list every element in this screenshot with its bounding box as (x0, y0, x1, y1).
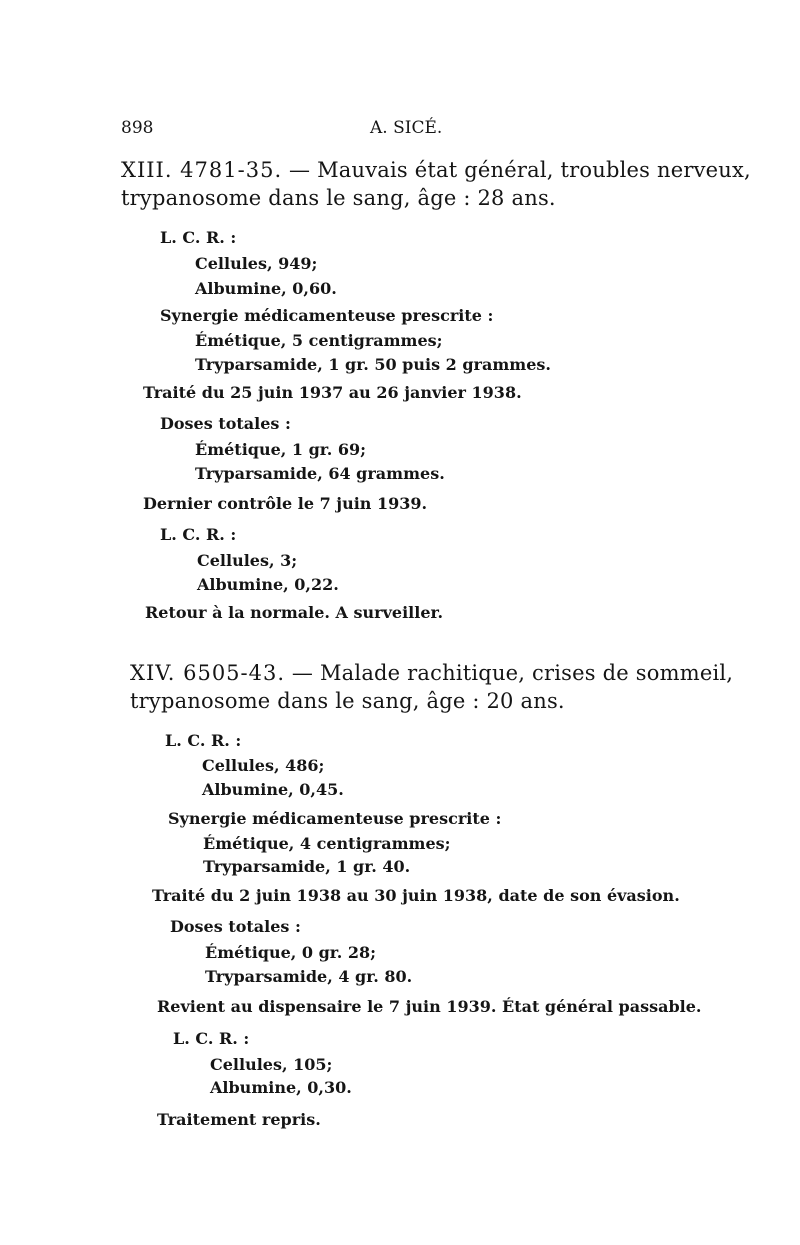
case-14-albumine2: Albumine, 0,30. (210, 1078, 352, 1097)
case-14-dose-emetique: Émétique, 0 gr. 28; (205, 943, 377, 962)
case-14-heading-line2: trypanosome dans le sang, âge : 20 ans. (130, 689, 565, 713)
case-13-cellules: Cellules, 949; (195, 254, 318, 273)
case-13-doses-label: Doses totales : (160, 414, 291, 433)
case-13-lcr2-label: L. C. R. : (160, 525, 237, 544)
case-14-synergie-label: Synergie médicamenteuse prescrite : (168, 809, 502, 828)
case-14-conclusion: Traitement repris. (157, 1110, 321, 1129)
case-14-tryparsamide: Tryparsamide, 1 gr. 40. (203, 857, 411, 876)
case-13-lcr-label: L. C. R. : (160, 228, 237, 247)
case-14-emetique: Émétique, 4 centigrammes; (203, 834, 451, 853)
case-14-title: — Malade rachitique, crises de sommeil, (285, 661, 734, 685)
case-13-dernier-controle: Dernier contrôle le 7 juin 1939. (143, 494, 428, 513)
case-13-dose-tryparsamide: Tryparsamide, 64 grammes. (195, 464, 445, 483)
case-14-doses-label: Doses totales : (170, 917, 301, 936)
case-13-dose-emetique: Émétique, 1 gr. 69; (195, 440, 367, 459)
case-14-cellules2: Cellules, 105; (210, 1055, 333, 1074)
case-14-albumine: Albumine, 0,45. (202, 780, 344, 799)
case-13-heading-line2: trypanosome dans le sang, âge : 28 ans. (121, 186, 556, 210)
case-13-albumine: Albumine, 0,60. (195, 279, 337, 298)
case-13-heading (121, 158, 751, 182)
case-13-emetique: Émétique, 5 centigrammes; (195, 331, 443, 350)
case-13-albumine2: Albumine, 0,22. (197, 575, 339, 594)
case-13-synergie-label: Synergie médicamenteuse prescrite : (160, 306, 494, 325)
case-13-traite: Traité du 25 juin 1937 au 26 janvier 1938. (143, 383, 522, 402)
running-head: A. SICÉ. (370, 118, 443, 138)
case-14-number: XIV. 6505-43. (130, 661, 286, 685)
case-14-lcr-label: L. C. R. : (165, 731, 242, 750)
case-14-traite: Traité du 2 juin 1938 au 30 juin 1938, date de son évasion. (152, 886, 680, 905)
case-14-dose-tryparsamide: Tryparsamide, 4 gr. 80. (205, 967, 413, 986)
case-13-cellules2: Cellules, 3; (197, 551, 298, 570)
case-14-revient: Revient au dispensaire le 7 juin 1939. État général passable. (157, 997, 702, 1016)
case-13-tryparsamide: Tryparsamide, 1 gr. 50 puis 2 grammes. (195, 355, 551, 374)
page-number: 898 (121, 118, 154, 138)
case-14-cellules: Cellules, 486; (202, 756, 325, 775)
case-13-conclusion: Retour à la normale. A surveiller. (145, 603, 444, 622)
case-13-number: XIII. 4781-35. (121, 158, 283, 182)
case-14-heading (130, 661, 734, 685)
case-14-lcr2-label: L. C. R. : (173, 1029, 250, 1048)
case-13-title: — Mauvais état général, troubles nerveux, (282, 158, 751, 182)
